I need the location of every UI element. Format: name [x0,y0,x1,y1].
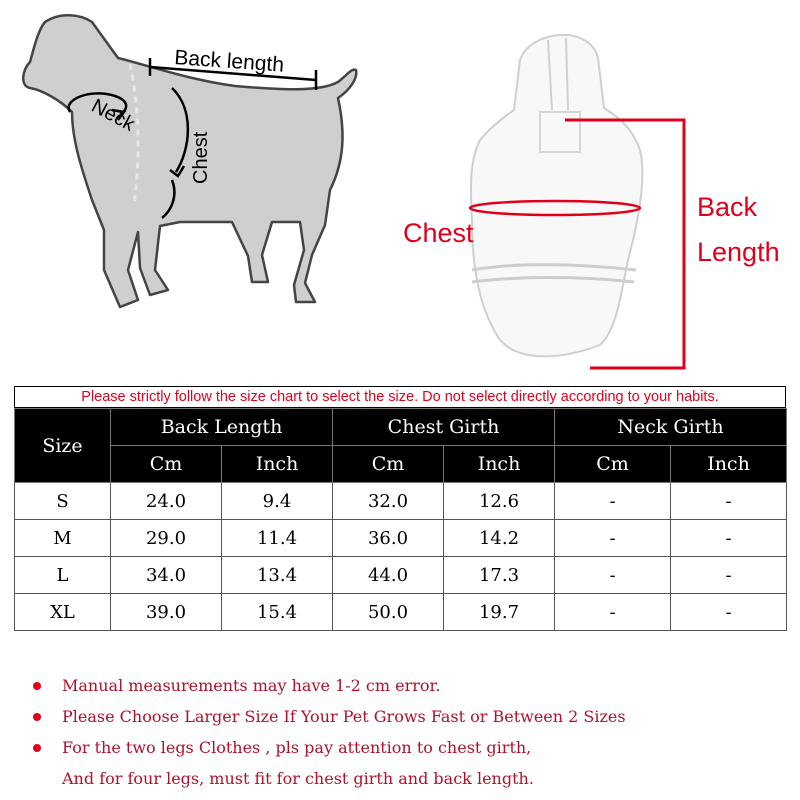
table-cell: 19.7 [444,594,555,631]
note-item-continued [30,767,790,798]
back-length-label: Back length [173,46,285,77]
note-text: Manual measurements may have 1-2 cm error. [62,676,441,695]
bullet-icon [33,744,41,752]
coat-chest-label: Chest [403,218,474,248]
table-cell: - [555,594,671,631]
table-row [15,594,787,631]
table-cell: 36.0 [333,520,444,557]
raincoat-illustration [470,35,684,368]
table-cell: - [671,557,787,594]
table-cell: - [555,557,671,594]
table-cell: 12.6 [444,483,555,520]
note-text: And for four legs, must fit for chest girth and back length. [62,769,534,788]
table-unit-row [15,446,787,483]
chest-girth-header: Chest Girth [333,409,555,446]
note-item [30,705,790,736]
size-header: Size [15,409,111,483]
table-cell: 34.0 [111,557,222,594]
table-cell: 15.4 [222,594,333,631]
back-length-header: Back Length [111,409,333,446]
coat-length-label: Length [697,237,780,267]
note-text: Please Choose Larger Size If Your Pet Grows Fast or Between 2 Sizes [62,707,626,726]
bullet-icon [33,713,41,721]
table-row [15,483,787,520]
table-cell: 29.0 [111,520,222,557]
table-cell: - [671,594,787,631]
chest-label: Chest [190,131,212,184]
table-cell: 14.2 [444,520,555,557]
size-chart-table [14,408,787,631]
note-item [30,736,790,767]
table-cell: 44.0 [333,557,444,594]
neck-girth-header: Neck Girth [555,409,787,446]
bullet-icon [33,682,41,690]
table-cell: - [555,520,671,557]
unit-header: Inch [444,446,555,483]
table-cell: 17.3 [444,557,555,594]
table-cell: 24.0 [111,483,222,520]
size-cell: S [15,483,111,520]
table-cell: 39.0 [111,594,222,631]
size-cell: M [15,520,111,557]
table-cell: 13.4 [222,557,333,594]
table-cell: - [555,483,671,520]
unit-header: Cm [111,446,222,483]
table-row [15,520,787,557]
neck-label: Neck [87,94,139,136]
unit-header: Inch [222,446,333,483]
table-cell: 50.0 [333,594,444,631]
table-row [15,557,787,594]
table-cell: - [671,520,787,557]
notes-list [30,674,790,798]
measurement-figure [0,0,800,380]
size-cell: L [15,557,111,594]
unit-header: Cm [333,446,444,483]
note-item [30,674,790,705]
unit-header: Cm [555,446,671,483]
table-header-row [15,409,787,446]
table-cell: 11.4 [222,520,333,557]
table-cell: 9.4 [222,483,333,520]
size-cell: XL [15,594,111,631]
table-cell: 32.0 [333,483,444,520]
unit-header: Inch [671,446,787,483]
note-text: For the two legs Clothes , pls pay attention to chest girth, [62,738,532,757]
table-cell: - [671,483,787,520]
size-chart-notice: Please strictly follow the size chart to select the size. Do not select directly according to your habits. [14,386,786,408]
coat-back-label: Back [697,192,758,222]
